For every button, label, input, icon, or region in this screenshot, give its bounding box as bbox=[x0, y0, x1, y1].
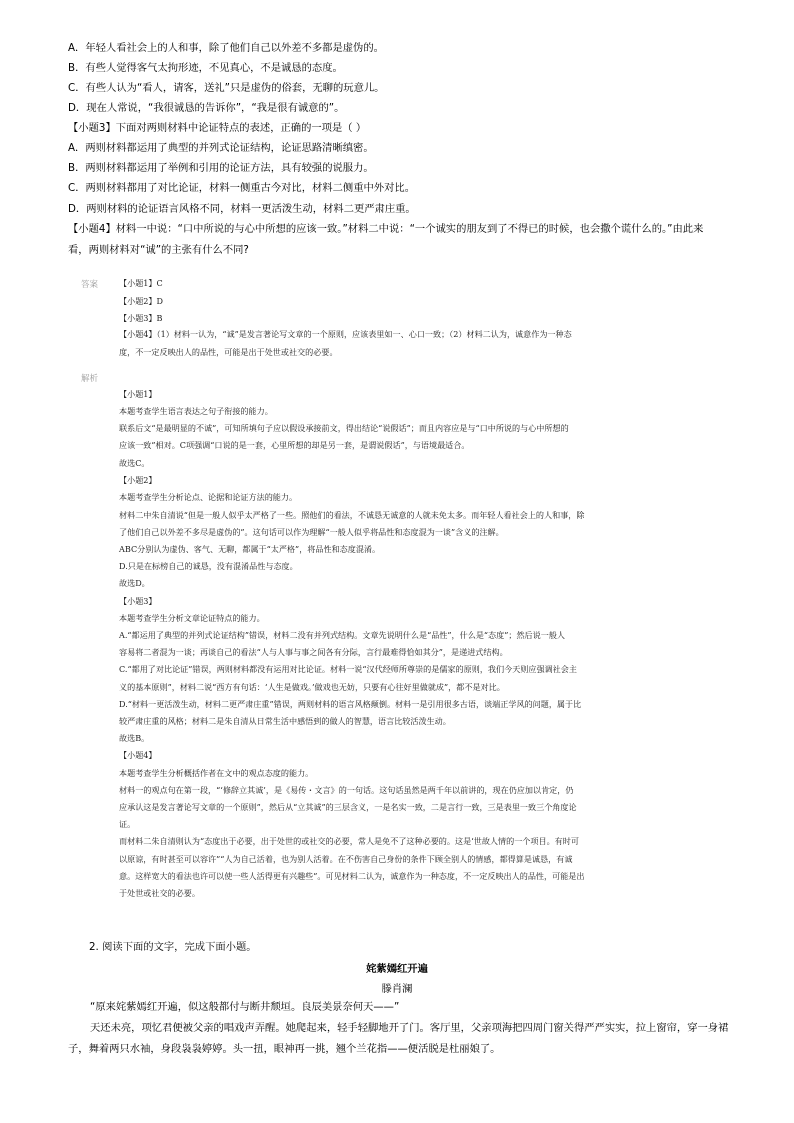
analysis-line: 【小题2】 bbox=[119, 475, 157, 485]
analysis-line: 容易将二者混为一谈；再谈自己的看法“人与人事与事之间各有分际，言行最难得恰如其分”，是递进式结构。 bbox=[119, 647, 508, 657]
analysis-line: 故选B。 bbox=[119, 733, 150, 743]
answer-line: 【小题2】D bbox=[119, 296, 164, 306]
section-prompt: 2. 阅读下面的文字，完成下面小题。 bbox=[89, 941, 257, 953]
analysis-line: 了他们自己以外差不多尽是虚伪的”。这句话可以作为理解“一般人似乎将品性和态度混为一谈”含义的注解。 bbox=[119, 527, 504, 537]
analysis-line: 而材料二朱自清则认为“态度出于必要，出于处世的或社交的必要，常人是免不了这种必要的。这是‘世故人情的一个项目。有时可 bbox=[119, 836, 579, 846]
answer-line: 度，不一定反映出人的品性，可能是出于处世或社交的必要。 bbox=[119, 347, 338, 357]
analysis-line: 较严肃庄重的风格；材料二是朱自清从日常生活中感悟到的做人的智慧，语言比较活泼生动。 bbox=[119, 716, 451, 726]
q3-stem: 【小题3】下面对两则材料中论证特点的表述，正确的一项是（ ） bbox=[68, 122, 367, 134]
passage-paragraph: 天还未亮，项忆君便被父亲的唱戏声弄醒。她爬起来，轻手轻脚地开了门。客厅里，父亲项海把四周门窗关得严严实实，拉上窗帘，穿一身裙 bbox=[90, 1022, 729, 1034]
analysis-line: A.“都运用了典型的并列式论证结构”错误，材料二没有并列式结构。文章先说明什么是“品性”，什么是“态度”；然后说一般人 bbox=[119, 630, 566, 640]
q3-option-b: B．两则材料都运用了举例和引用的论证方法，具有较强的说服力。 bbox=[68, 162, 374, 174]
analysis-line: 材料一的观点句在第一段，“‘修辞立其诚’，是《易传・文言》的一句话。这句话虽然是两千年以前讲的，现在仍应加以肯定，仍 bbox=[119, 785, 574, 795]
analysis-line: 本题考查学生语言表达之句子衔接的能力。 bbox=[119, 406, 273, 416]
analysis-line: C.“都用了对比论证”错误，两则材料都没有运用对比论证。材料一说“汉代经师所尊崇的是儒家的原则，我们今天则应强调社会主 bbox=[119, 664, 577, 674]
analysis-line: 应承认这是发言著论写文章的一个原则”，然后从“立其诚”的三层含义，一是名实一致，二是言行一致，三是表里一致三个角度论 bbox=[119, 802, 577, 812]
analysis-line: ABC分别认为虚伪、客气、无聊，都属于“太严格”，将品性和态度混淆。 bbox=[119, 544, 381, 554]
q3-option-a: A．两则材料都运用了典型的并列式论证结构，论证思路清晰缜密。 bbox=[68, 142, 374, 154]
analysis-line: 本题考查学生分析论点、论据和论证方法的能力。 bbox=[119, 492, 298, 502]
analysis-line: 以原谅，有时甚至可以容许”“人为自己活着，也为别人活着。在不伤害自己身份的条件下顾全别人的情感，都得算是诚恳，有诚 bbox=[119, 854, 573, 864]
analysis-line: 【小题4】 bbox=[119, 750, 157, 760]
analysis-line: 于处世或社交的必要。 bbox=[119, 888, 200, 898]
analysis-line: 故选C。 bbox=[119, 458, 150, 468]
answer-line: 【小题1】C bbox=[119, 278, 163, 288]
analysis-line: 应该一致”相对。C项强调“口说的是一套，心里所想的却是另一套，是谓说假话”，与语境最适合。 bbox=[119, 440, 470, 450]
answer-line: 【小题4】（1）材料一认为，“诚”是发言著论写文章的一个原则，应该表里如一、心口一致；（2）材料二认为，诚意作为一种态 bbox=[119, 329, 572, 339]
q2-option-b: B．有些人觉得客气太拘形迹，不见真心，不是诚恳的态度。 bbox=[68, 62, 343, 74]
analysis-line: 【小题3】 bbox=[119, 596, 157, 606]
analysis-line: 证。 bbox=[119, 819, 136, 829]
answer-line: 【小题3】B bbox=[119, 313, 163, 323]
passage-paragraph-cont: 子，舞着两只水袖，身段袅袅婷婷。头一扭，眼神再一挑，翘个兰花指——便活脱是杜丽娘了。 bbox=[68, 1043, 501, 1055]
q2-option-c: C．有些人认为“看人，请客，送礼”只是虚伪的俗套，无聊的玩意儿。 bbox=[68, 82, 385, 94]
analysis-line: 故选D。 bbox=[119, 578, 150, 588]
analysis-line: 本题考查学生分析概括作者在文中的观点态度的能力。 bbox=[119, 768, 314, 778]
analysis-label: 解析 bbox=[81, 374, 99, 384]
analysis-line: 【小题1】 bbox=[119, 389, 157, 399]
q4-stem: 【小题4】材料一中说：“口中所说的与心中所想的应该一致。”材料二中说：“一个诚实的朋友到了不得已的时候，也会撒个谎什么的。”由此来 bbox=[68, 223, 704, 235]
analysis-line: 本题考查学生分析文章论证特点的能力。 bbox=[119, 613, 265, 623]
answer-label: 答案 bbox=[81, 280, 99, 290]
analysis-line: 材料二中朱自清说“但是一般人似乎太严格了一些。照他们的看法，不诚恳无诚意的人就未免太多。而年轻人看社会上的人和事，除 bbox=[119, 510, 585, 520]
q3-option-c: C．两则材料都用了对比论证，材料一侧重古今对比，材料二侧重中外对比。 bbox=[68, 182, 415, 194]
q2-option-d: D．现在人常说，“我很诚恳的告诉你”，“我是很有诚意的”。 bbox=[68, 102, 345, 114]
passage-paragraph: “原来姹紫嫣红开遍，似这般都付与断井颓垣。良辰美景奈何天——” bbox=[90, 1001, 400, 1013]
analysis-line: 联系后文“是最明显的不诚”，可知所填句子应以假设承接前文，得出结论“说假话”；而且内容应是与“口中所说的与心中所想的 bbox=[119, 423, 569, 433]
analysis-line: 义的基本原则”，材料二说“西方有句话：‘人生是做戏。’做戏也无妨，只要有心往好里做就成”，都不是对比。 bbox=[119, 682, 505, 692]
analysis-line: 意。这样宽大的看法也许可以使一些人活得更有兴趣些”。可见材料二认为，诚意作为一种态度，不一定反映出人的品性，可能是出 bbox=[119, 871, 585, 881]
q3-option-d: D．两则材料的论证语言风格不同，材料一更活泼生动，材料二更严肃庄重。 bbox=[68, 203, 416, 215]
passage-title: 姹紫嫣红开遍 bbox=[366, 963, 428, 975]
q4-stem-cont: 看，两则材料对“诚”的主张有什么不同? bbox=[68, 244, 249, 256]
passage-author: 滕肖澜 bbox=[381, 983, 413, 995]
q2-option-a: A．年轻人看社会上的人和事，除了他们自己以外差不多都是虚伪的。 bbox=[68, 42, 384, 54]
analysis-line: D.“材料一更活泼生动，材料二更严肃庄重”错误，两则材料的语言风格颠倒。材料一是引用很多古语，谈端正学风的问题，属于比 bbox=[119, 699, 582, 709]
analysis-line: D.只是在标榜自己的诚恳，没有混淆品性与态度。 bbox=[119, 561, 298, 571]
